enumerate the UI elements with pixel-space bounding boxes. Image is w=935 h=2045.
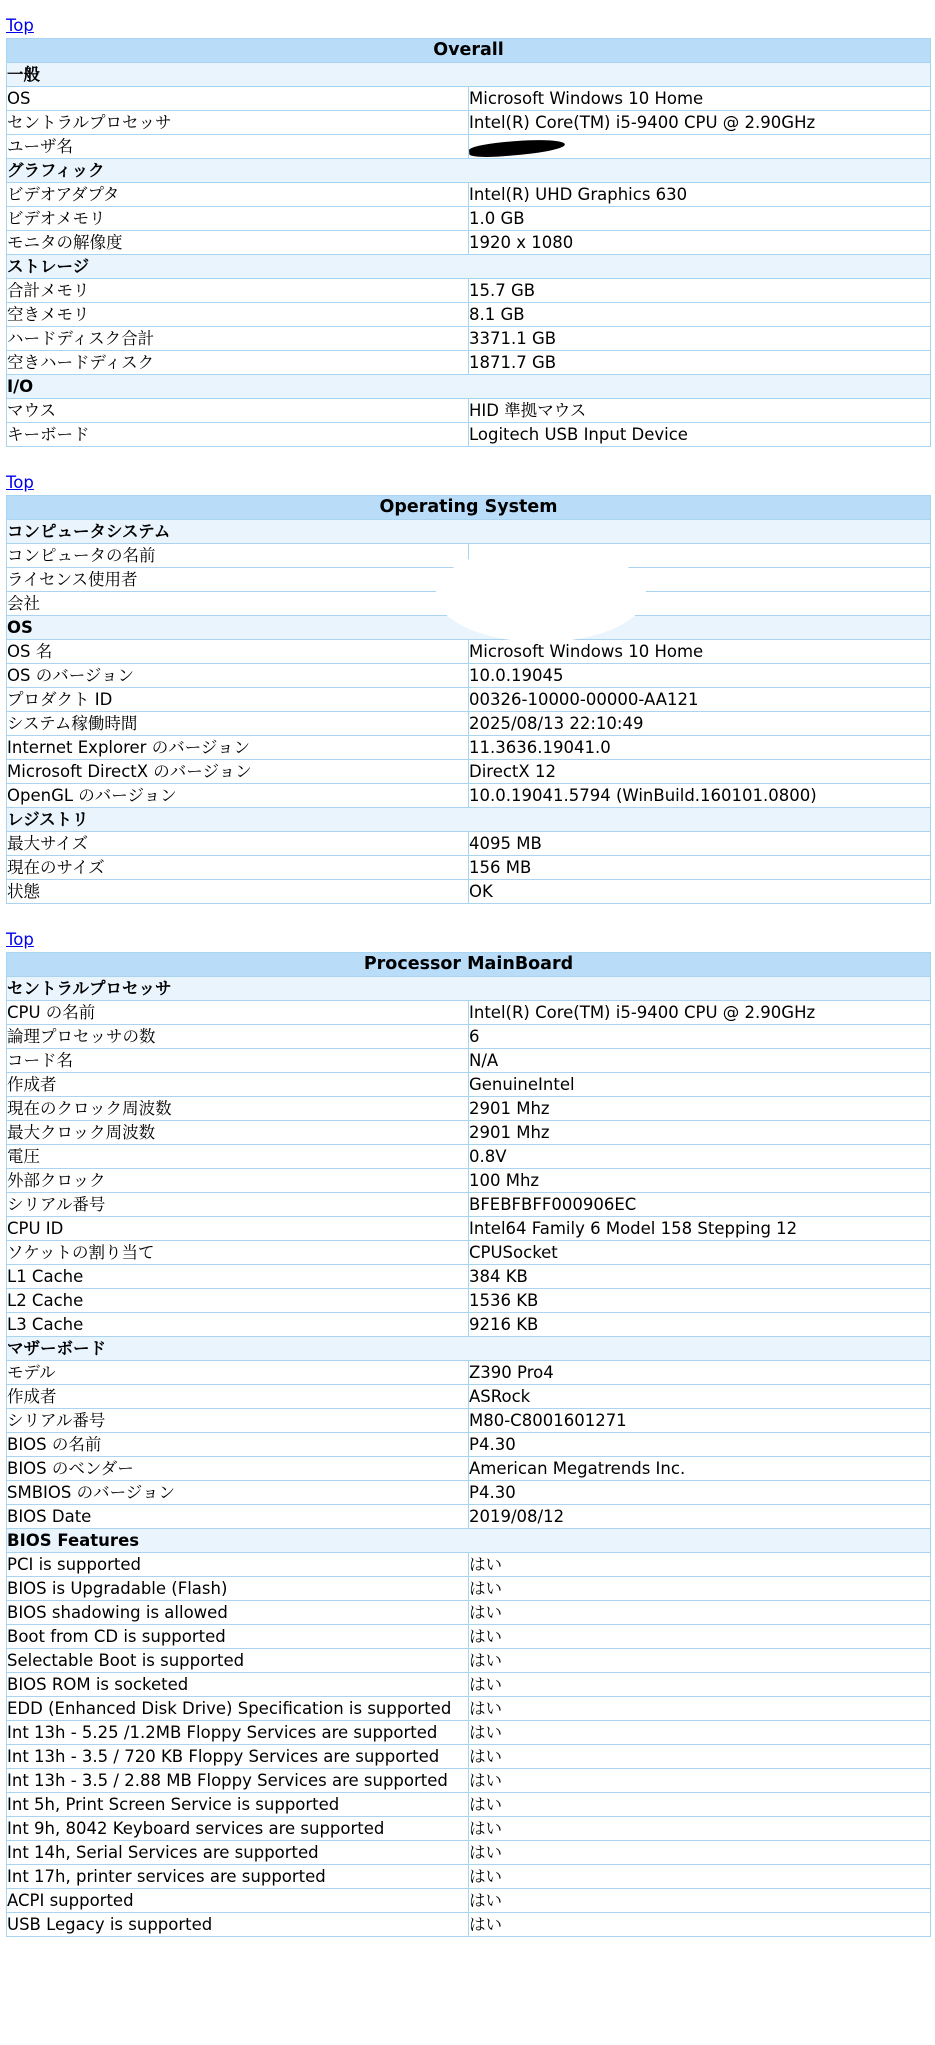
property-value: はい <box>469 1553 931 1577</box>
table-row <box>7 231 931 255</box>
system-info-page <box>6 14 931 1961</box>
table-row <box>7 351 931 375</box>
property-name: 会社 <box>7 592 469 616</box>
property-name: シリアル番号 <box>7 1409 469 1433</box>
table-row <box>7 1505 931 1529</box>
property-value: 4095 MB <box>469 832 931 856</box>
property-name: ユーザ名 <box>7 135 469 159</box>
table-row <box>7 1841 931 1865</box>
property-name: ライセンス使用者 <box>7 568 469 592</box>
redaction-mark <box>469 136 566 158</box>
property-name: BIOS is Upgradable (Flash) <box>7 1577 469 1601</box>
property-value: はい <box>469 1673 931 1697</box>
section-title: Operating System <box>7 496 931 520</box>
table-row <box>7 1265 931 1289</box>
property-value: 10.0.19045 <box>469 664 931 688</box>
property-value: P4.30 <box>469 1433 931 1457</box>
property-value: 156 MB <box>469 856 931 880</box>
property-value: 6 <box>469 1025 931 1049</box>
property-value: Microsoft Windows 10 Home <box>469 640 931 664</box>
property-value: 100 Mhz <box>469 1169 931 1193</box>
property-name: プロダクト ID <box>7 688 469 712</box>
property-value: はい <box>469 1913 931 1937</box>
property-value: Intel64 Family 6 Model 158 Stepping 12 <box>469 1217 931 1241</box>
property-name: SMBIOS のバージョン <box>7 1481 469 1505</box>
property-name: 現在のサイズ <box>7 856 469 880</box>
table-row <box>7 1073 931 1097</box>
table-row <box>7 856 931 880</box>
property-name: キーボード <box>7 423 469 447</box>
section-title-row <box>7 39 931 63</box>
table-row <box>7 1001 931 1025</box>
table-row <box>7 688 931 712</box>
property-value: Intel(R) Core(TM) i5-9400 CPU @ 2.90GHz <box>469 111 931 135</box>
property-value: はい <box>469 1625 931 1649</box>
property-name: 最大クロック周波数 <box>7 1121 469 1145</box>
property-name: ビデオメモリ <box>7 207 469 231</box>
table-row <box>7 712 931 736</box>
property-name: Int 13h - 3.5 / 2.88 MB Floppy Services are supported <box>7 1769 469 1793</box>
property-value: Intel(R) UHD Graphics 630 <box>469 183 931 207</box>
table-row <box>7 1217 931 1241</box>
property-value: 1920 x 1080 <box>469 231 931 255</box>
property-value: はい <box>469 1865 931 1889</box>
property-value: はい <box>469 1889 931 1913</box>
property-name: ACPI supported <box>7 1889 469 1913</box>
property-name: ハードディスク合計 <box>7 327 469 351</box>
table-row <box>7 1745 931 1769</box>
property-name: USB Legacy is supported <box>7 1913 469 1937</box>
property-value: N/A <box>469 1049 931 1073</box>
table-row <box>7 1169 931 1193</box>
property-value: はい <box>469 1697 931 1721</box>
property-name: BIOS Date <box>7 1505 469 1529</box>
table-row <box>7 1553 931 1577</box>
table-row <box>7 1721 931 1745</box>
table-row <box>7 1313 931 1337</box>
property-value: 1871.7 GB <box>469 351 931 375</box>
section-overall-table <box>6 38 931 447</box>
table-row <box>7 1241 931 1265</box>
section-operating-system-table <box>6 495 931 904</box>
property-name: シリアル番号 <box>7 1193 469 1217</box>
table-row <box>7 1769 931 1793</box>
property-name: 状態 <box>7 880 469 904</box>
property-name: Internet Explorer のバージョン <box>7 736 469 760</box>
property-name: Selectable Boot is supported <box>7 1649 469 1673</box>
property-value: はい <box>469 1601 931 1625</box>
property-name: 最大サイズ <box>7 832 469 856</box>
group-header-row <box>7 375 931 399</box>
property-name: セントラルプロセッサ <box>7 111 469 135</box>
property-value: M80-C8001601271 <box>469 1409 931 1433</box>
top-link[interactable]: Top <box>6 16 34 35</box>
group-header: グラフィック <box>7 159 931 183</box>
top-link[interactable]: Top <box>6 473 34 492</box>
property-value: Z390 Pro4 <box>469 1361 931 1385</box>
property-value: 15.7 GB <box>469 279 931 303</box>
table-row <box>7 640 931 664</box>
table-row <box>7 880 931 904</box>
property-value: はい <box>469 1649 931 1673</box>
table-row <box>7 1457 931 1481</box>
property-name: BIOS shadowing is allowed <box>7 1601 469 1625</box>
table-row <box>7 1385 931 1409</box>
property-value: DirectX 12 <box>469 760 931 784</box>
property-value: American Megatrends Inc. <box>469 1457 931 1481</box>
property-value: 9216 KB <box>469 1313 931 1337</box>
property-value: 2025/08/13 22:10:49 <box>469 712 931 736</box>
property-name: CPU ID <box>7 1217 469 1241</box>
table-row <box>7 1289 931 1313</box>
table-row <box>7 1433 931 1457</box>
property-name: OS 名 <box>7 640 469 664</box>
table-row <box>7 832 931 856</box>
group-header: 一般 <box>7 63 931 87</box>
table-row <box>7 1673 931 1697</box>
property-value: OK <box>469 880 931 904</box>
group-header: コンピュータシステム <box>7 520 931 544</box>
group-header-row <box>7 808 931 832</box>
property-name: ビデオアダプタ <box>7 183 469 207</box>
property-value: はい <box>469 1769 931 1793</box>
group-header-row <box>7 255 931 279</box>
table-row <box>7 1889 931 1913</box>
table-row <box>7 1481 931 1505</box>
property-name: ソケットの割り当て <box>7 1241 469 1265</box>
property-name: OS のバージョン <box>7 664 469 688</box>
section-title: Processor MainBoard <box>7 953 931 977</box>
property-name: 現在のクロック周波数 <box>7 1097 469 1121</box>
property-name: 論理プロセッサの数 <box>7 1025 469 1049</box>
table-row <box>7 1097 931 1121</box>
table-row <box>7 207 931 231</box>
property-name: EDD (Enhanced Disk Drive) Specification is supported <box>7 1697 469 1721</box>
table-row <box>7 1577 931 1601</box>
property-value: はい <box>469 1721 931 1745</box>
table-row <box>7 736 931 760</box>
property-value: Logitech USB Input Device <box>469 423 931 447</box>
property-value: ASRock <box>469 1385 931 1409</box>
table-row <box>7 111 931 135</box>
section-title: Overall <box>7 39 931 63</box>
group-header: I/O <box>7 375 931 399</box>
property-value: 11.3636.19041.0 <box>469 736 931 760</box>
property-name: L2 Cache <box>7 1289 469 1313</box>
table-row <box>7 1697 931 1721</box>
table-row <box>7 760 931 784</box>
property-name: Microsoft DirectX のバージョン <box>7 760 469 784</box>
property-name: BIOS の名前 <box>7 1433 469 1457</box>
table-row <box>7 303 931 327</box>
property-name: コード名 <box>7 1049 469 1073</box>
property-name: 作成者 <box>7 1073 469 1097</box>
property-name: BIOS のベンダー <box>7 1457 469 1481</box>
property-name: モデル <box>7 1361 469 1385</box>
redaction-mark <box>436 546 646 642</box>
property-value: GenuineIntel <box>469 1073 931 1097</box>
group-header-row <box>7 1529 931 1553</box>
table-row <box>7 279 931 303</box>
property-name: Int 13h - 3.5 / 720 KB Floppy Services are supported <box>7 1745 469 1769</box>
table-row <box>7 1793 931 1817</box>
property-name: 合計メモリ <box>7 279 469 303</box>
table-row <box>7 1193 931 1217</box>
property-name: Boot from CD is supported <box>7 1625 469 1649</box>
group-header-row <box>7 520 931 544</box>
table-row <box>7 135 931 159</box>
table-row <box>7 664 931 688</box>
property-value: はい <box>469 1841 931 1865</box>
property-value: はい <box>469 1817 931 1841</box>
property-name: OS <box>7 87 469 111</box>
group-header: マザーボード <box>7 1337 931 1361</box>
table-row <box>7 399 931 423</box>
property-name: Int 5h, Print Screen Service is supported <box>7 1793 469 1817</box>
property-name: 外部クロック <box>7 1169 469 1193</box>
table-row <box>7 327 931 351</box>
property-value: 00326-10000-00000-AA121 <box>469 688 931 712</box>
property-value: 1.0 GB <box>469 207 931 231</box>
section-title-row <box>7 496 931 520</box>
property-value: 8.1 GB <box>469 303 931 327</box>
table-row <box>7 784 931 808</box>
table-row <box>7 1145 931 1169</box>
table-row <box>7 1409 931 1433</box>
property-name: L1 Cache <box>7 1265 469 1289</box>
property-name: PCI is supported <box>7 1553 469 1577</box>
group-header-row <box>7 1337 931 1361</box>
property-value: BFEBFBFF000906EC <box>469 1193 931 1217</box>
property-name: 空きハードディスク <box>7 351 469 375</box>
group-header: セントラルプロセッサ <box>7 977 931 1001</box>
property-name: L3 Cache <box>7 1313 469 1337</box>
property-value: はい <box>469 1745 931 1769</box>
group-header-row <box>7 63 931 87</box>
property-value: HID 準拠マウス <box>469 399 931 423</box>
property-value: はい <box>469 1577 931 1601</box>
table-row <box>7 1121 931 1145</box>
property-value: Intel(R) Core(TM) i5-9400 CPU @ 2.90GHz <box>469 1001 931 1025</box>
property-name: マウス <box>7 399 469 423</box>
property-name: コンピュータの名前 <box>7 544 469 568</box>
property-value: 2019/08/12 <box>469 1505 931 1529</box>
property-name: Int 9h, 8042 Keyboard services are supported <box>7 1817 469 1841</box>
table-row <box>7 1817 931 1841</box>
section-processor-mainboard-table <box>6 952 931 1937</box>
property-name: システム稼働時間 <box>7 712 469 736</box>
property-value: Microsoft Windows 10 Home <box>469 87 931 111</box>
property-value: 384 KB <box>469 1265 931 1289</box>
property-value: CPUSocket <box>469 1241 931 1265</box>
table-row <box>7 1601 931 1625</box>
group-header: レジストリ <box>7 808 931 832</box>
property-value: 0.8V <box>469 1145 931 1169</box>
property-name: 作成者 <box>7 1385 469 1409</box>
top-link[interactable]: Top <box>6 930 34 949</box>
table-row <box>7 1625 931 1649</box>
table-row <box>7 183 931 207</box>
property-name: 空きメモリ <box>7 303 469 327</box>
property-value: 1536 KB <box>469 1289 931 1313</box>
property-value <box>469 135 931 159</box>
property-value: 3371.1 GB <box>469 327 931 351</box>
table-row <box>7 1865 931 1889</box>
property-name: 電圧 <box>7 1145 469 1169</box>
table-row <box>7 1049 931 1073</box>
group-header: OS <box>7 616 931 640</box>
property-name: CPU の名前 <box>7 1001 469 1025</box>
table-row <box>7 423 931 447</box>
table-row <box>7 1649 931 1673</box>
property-name: Int 17h, printer services are supported <box>7 1865 469 1889</box>
property-value: 2901 Mhz <box>469 1121 931 1145</box>
property-value: 10.0.19041.5794 (WinBuild.160101.0800) <box>469 784 931 808</box>
group-header: ストレージ <box>7 255 931 279</box>
group-header: BIOS Features <box>7 1529 931 1553</box>
property-value: はい <box>469 1793 931 1817</box>
property-value: P4.30 <box>469 1481 931 1505</box>
property-name: モニタの解像度 <box>7 231 469 255</box>
group-header-row <box>7 977 931 1001</box>
table-row <box>7 1913 931 1937</box>
table-row <box>7 1361 931 1385</box>
property-name: Int 13h - 5.25 /1.2MB Floppy Services are supported <box>7 1721 469 1745</box>
table-row <box>7 87 931 111</box>
property-name: OpenGL のバージョン <box>7 784 469 808</box>
section-title-row <box>7 953 931 977</box>
property-value: 2901 Mhz <box>469 1097 931 1121</box>
property-name: Int 14h, Serial Services are supported <box>7 1841 469 1865</box>
property-name: BIOS ROM is socketed <box>7 1673 469 1697</box>
group-header-row <box>7 159 931 183</box>
table-row <box>7 1025 931 1049</box>
